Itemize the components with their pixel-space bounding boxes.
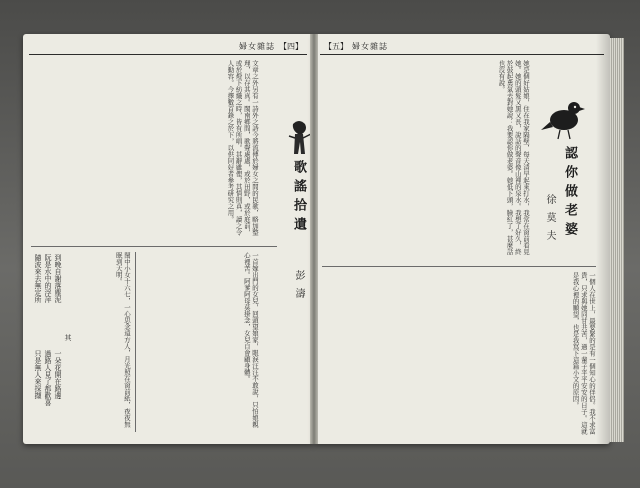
poem-line: 一朵花開在路邊 xyxy=(54,350,62,399)
right-body-bottom: 一個人在世上，最要緊的是有一個知心的伴侶。我不求富貴，只求與她同甘共苦，過一輩子平平安安的日子。這就是我心裡的願望，也是我寫下這篇小文的原因。 xyxy=(571,272,596,435)
poem-line: 過路人見了都歡喜 xyxy=(44,350,52,406)
left-body-lower: 閨中小女十六七，一心思念遠方人，月光照在窗前紙，夜夜無眠到天明。 xyxy=(114,252,131,428)
poem-line: 阮是水中的浮萍 xyxy=(44,254,52,303)
book-spine xyxy=(310,34,318,444)
left-body-top: 文章之外另有一詩外之詩今將流傳於婦女之間的民歌，略加整理，以存其真。閩南鄉間，歌聲處處，或於田野，或於庭前，或於燈下紡織之時，皆有所唱。其辭雖俚，其情則真，讀之令人動容。今擇數首錄之於下，以供同好者參考研究之用。 xyxy=(226,60,259,236)
article-title: 認你做老婆 xyxy=(562,146,577,241)
page-number: 【五】 xyxy=(324,41,348,51)
bird-illustration xyxy=(540,94,586,142)
page-edges xyxy=(610,38,624,442)
figure-illustration xyxy=(285,118,313,162)
left-body-bottom: 一首嫁出門的女兒，回頭望娘家，眼淚汪汪不敢說，只怕娘親心裡苦。阿爹阿母莫掛念，女兒自會顧身體。 xyxy=(242,252,259,428)
left-page xyxy=(23,34,313,444)
running-title: 婦女雜誌 xyxy=(239,41,275,51)
section-divider xyxy=(322,266,596,267)
article-author: 徐莫夫 xyxy=(544,194,555,248)
right-page xyxy=(314,34,610,444)
right-body-top: 她是個好姑娘，住在我家隔壁，每天清早起來打水，我常在窗前看見她。她的頭髮又黑又長，說話的聲音像山裡的泉水。我想了好久，終於鼓起勇氣去對她說：我要認你做老婆。她低下頭，臉紅了，甚麼話也沒有說。 xyxy=(497,60,530,255)
poem-line: 到晚自謝落塵泥 xyxy=(54,254,62,303)
poem-label: 其 xyxy=(64,334,72,341)
article-title: 歌謠拾遺 xyxy=(291,160,306,236)
poem-line: 只是無人來採擷 xyxy=(34,350,42,399)
section-divider xyxy=(31,246,277,247)
right-page-header xyxy=(320,38,604,55)
column-rule xyxy=(135,252,136,432)
running-title: 婦女雜誌 xyxy=(352,41,388,51)
poem-line: 隨波來去無定所 xyxy=(34,254,42,303)
left-page-header xyxy=(29,38,307,55)
page-number: 【四】 xyxy=(279,41,303,51)
article-author: 彭濤 xyxy=(293,270,304,306)
